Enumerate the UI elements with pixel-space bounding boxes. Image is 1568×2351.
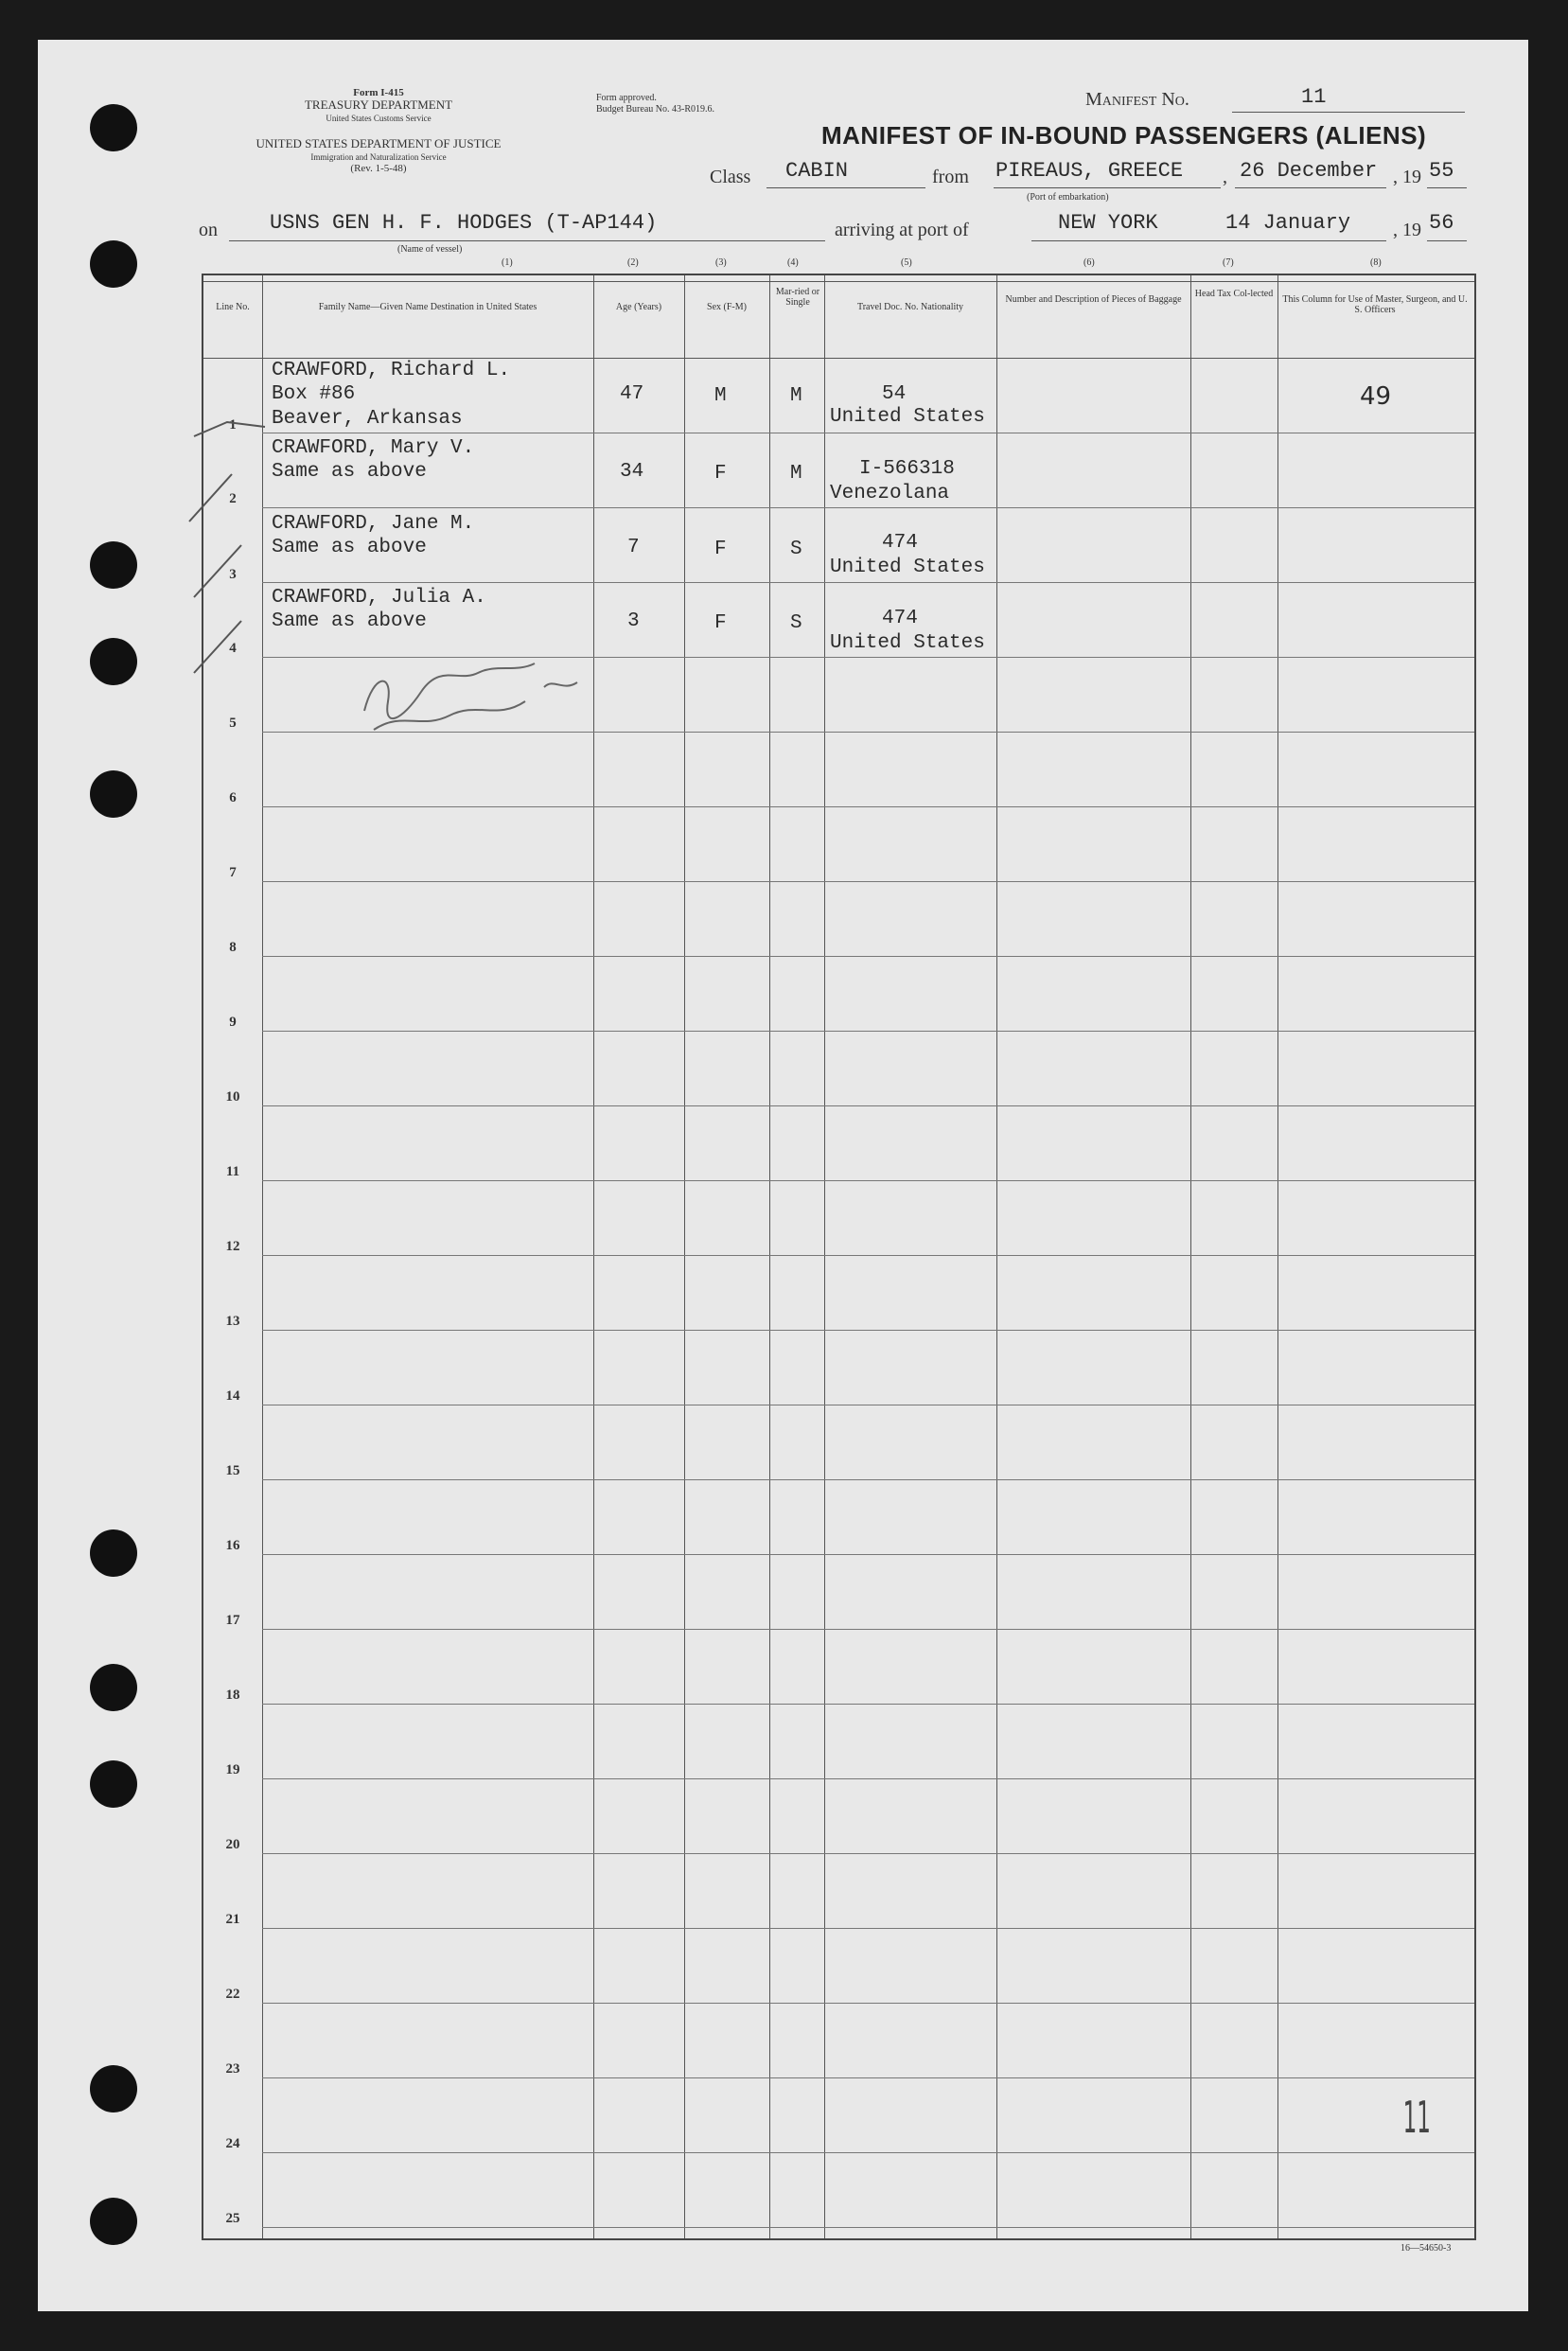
row4-doc: 474 [882, 608, 918, 629]
col-baggage: Number and Description of Pieces of Baggage [1005, 294, 1182, 305]
row2-destination: Same as above [272, 461, 427, 483]
line-number: 25 [225, 2211, 240, 2226]
form-number: Form I-415 [353, 87, 404, 98]
department-of-justice: UNITED STATES DEPARTMENT OF JUSTICE [255, 136, 502, 150]
row2-married: M [790, 463, 802, 485]
arrival-year: 56 [1429, 211, 1454, 235]
row2-age: 34 [620, 461, 644, 483]
line-number: 15 [225, 1463, 240, 1478]
line-number: 13 [225, 1314, 240, 1329]
binder-hole [90, 770, 137, 818]
port-of-embarkation: PIREAUS, GREECE [995, 159, 1184, 183]
col-married: Mar-ried or Single [775, 287, 820, 308]
row-divider [262, 582, 1474, 583]
line-number: 21 [225, 1912, 240, 1927]
binder-hole [90, 1529, 137, 1577]
line-number: 11 [225, 1164, 240, 1179]
row3-sex: F [714, 539, 727, 560]
row3-name: CRAWFORD, Jane M. [272, 513, 475, 535]
binder-hole [90, 2065, 137, 2112]
row1-doc: 54 [882, 383, 907, 405]
binder-hole [90, 1760, 137, 1808]
row-divider [262, 956, 1474, 957]
col-head-tax: Head Tax Col-lected [1194, 289, 1274, 299]
line-number: 17 [225, 1613, 240, 1628]
row-divider [262, 1554, 1474, 1555]
row-divider [262, 1853, 1474, 1854]
line-number: 24 [225, 2136, 240, 2151]
row-divider [262, 1704, 1474, 1705]
row-divider [262, 1105, 1474, 1106]
binder-hole [90, 2198, 137, 2245]
row1-nationality: United States [830, 406, 985, 428]
row1-sex: M [714, 385, 727, 407]
line-number: 9 [229, 1015, 237, 1030]
arrival-date: 14 January [1225, 211, 1351, 235]
passenger-table [202, 274, 1476, 2240]
row4-nationality: United States [830, 632, 985, 654]
line-number: 14 [225, 1388, 240, 1404]
row-divider [262, 1928, 1474, 1929]
handwritten-signature [345, 635, 610, 749]
row2-doc: I-566318 [859, 458, 955, 480]
margin-handwritten-mark: 11 [1402, 2092, 1431, 2143]
line-number: 8 [229, 940, 237, 955]
embarkation-year: 55 [1429, 159, 1454, 183]
row1-destination-2: Beaver, Arkansas [272, 408, 463, 430]
binder-hole [90, 638, 137, 685]
immigration-service: Immigration and Naturalization Service [310, 152, 447, 162]
line-number: 22 [225, 1987, 240, 2002]
on-label: on [199, 220, 218, 240]
treasury-department: TREASURY DEPARTMENT [304, 97, 453, 112]
row3-married: S [790, 539, 802, 560]
row3-age: 7 [627, 537, 640, 558]
line-number: 18 [225, 1688, 240, 1703]
col-name: Family Name—Given Name Destination in United States [318, 302, 537, 312]
row4-destination: Same as above [272, 610, 427, 632]
row1-name: CRAWFORD, Richard L. [272, 360, 511, 381]
print-code: 16—54650-3 [1401, 2243, 1452, 2254]
row-divider [262, 507, 1474, 508]
row4-name: CRAWFORD, Julia A. [272, 587, 486, 609]
row1-destination: Box #86 [272, 383, 356, 405]
row-divider [262, 1629, 1474, 1630]
row-divider [262, 1031, 1474, 1032]
line-number: 12 [225, 1239, 240, 1254]
line-number: 23 [225, 2061, 240, 2077]
row-divider [262, 1255, 1474, 1256]
line-number: 20 [225, 1837, 240, 1852]
row2-sex: F [714, 463, 727, 485]
binder-hole [90, 541, 137, 589]
row1-age: 47 [620, 383, 644, 405]
manifest-number: 11 [1301, 85, 1327, 109]
row2-name: CRAWFORD, Mary V. [272, 437, 475, 459]
row3-nationality: United States [830, 557, 985, 578]
row4-married: S [790, 612, 802, 634]
form-approved: Form approved. [596, 93, 657, 103]
year-prefix: 19 [1402, 167, 1421, 187]
check-marks [185, 398, 279, 682]
line-number: 5 [229, 716, 237, 731]
line-number: 1 [229, 417, 237, 433]
row-divider [262, 2227, 1474, 2228]
line-number: 7 [229, 865, 237, 880]
col-travel-doc: Travel Doc. No. Nationality [856, 302, 964, 312]
manifest-number-label: Manifest No. [1085, 89, 1189, 110]
row-divider [262, 2003, 1474, 2004]
binder-hole [90, 104, 137, 151]
row-divider [262, 2077, 1474, 2078]
row1-officer-note: 49 [1360, 382, 1392, 411]
row3-doc: 474 [882, 532, 918, 554]
line-number: 3 [229, 567, 237, 582]
line-number: 16 [225, 1538, 240, 1553]
col-age: Age (Years) [615, 302, 662, 312]
row-divider [262, 2152, 1474, 2153]
row3-destination: Same as above [272, 537, 427, 558]
row-divider [262, 881, 1474, 882]
binder-hole [90, 240, 137, 288]
line-number: 10 [225, 1089, 240, 1105]
row-divider [262, 1330, 1474, 1331]
row-divider [262, 1180, 1474, 1181]
row-divider [262, 1479, 1474, 1480]
class-label: Class [710, 167, 751, 187]
class-value: CABIN [785, 159, 849, 183]
embarkation-date: 26 December [1240, 159, 1378, 183]
budget-bureau-number: Budget Bureau No. 43-R019.6. [596, 104, 714, 115]
line-number: 4 [229, 641, 237, 656]
col-sex: Sex (F-M) [707, 302, 747, 312]
row2-nationality: Venezolana [830, 483, 950, 504]
customs-service: United States Customs Service [326, 114, 432, 123]
line-number: 19 [225, 1762, 240, 1777]
line-number: 2 [229, 491, 237, 506]
embarkation-caption: (Port of embarkation) [1027, 192, 1109, 203]
line-number: 6 [229, 790, 237, 805]
row-divider [262, 1778, 1474, 1779]
arriving-label: arriving at port of [835, 220, 969, 240]
revision-date: (Rev. 1-5-48) [350, 163, 407, 174]
binder-hole [90, 1664, 137, 1711]
vessel-caption: (Name of vessel) [397, 244, 463, 255]
col-officers: This Column for Use of Master, Surgeon, and U. S. Officers [1282, 294, 1468, 315]
row4-age: 3 [627, 610, 640, 632]
row4-sex: F [714, 612, 727, 634]
from-label: from [932, 167, 969, 187]
manifest-title: MANIFEST OF IN-BOUND PASSENGERS (ALIENS) [821, 121, 1427, 150]
col-line: Line No. [216, 302, 250, 312]
row-divider [262, 806, 1474, 807]
arrival-port: NEW YORK [1058, 211, 1158, 235]
row1-married: M [790, 385, 802, 407]
vessel-name: USNS GEN H. F. HODGES (T-AP144) [270, 211, 658, 235]
